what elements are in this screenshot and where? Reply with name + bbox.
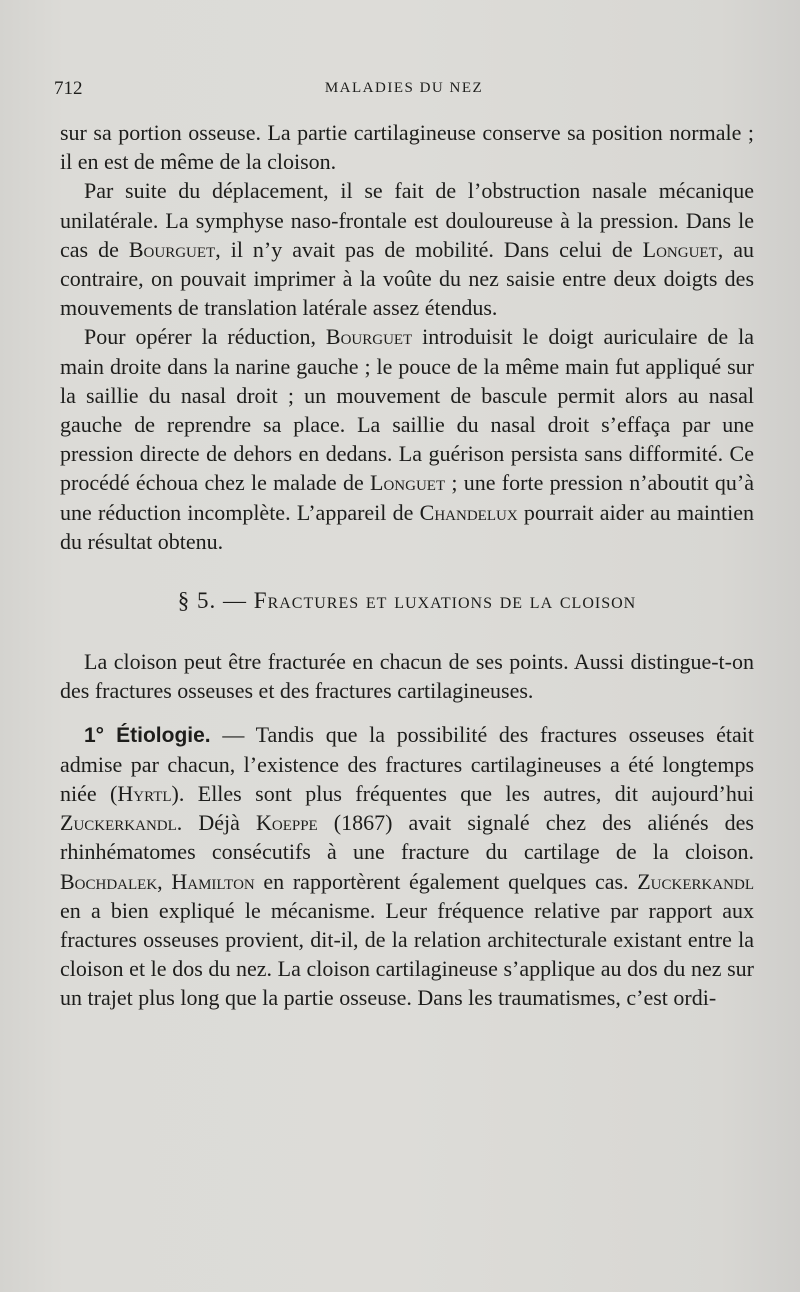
author-name: Bourguet (128, 236, 216, 262)
running-head: MALADIES DU NEZ (324, 80, 484, 96)
author-name: Koeppe (255, 810, 318, 836)
paragraph-2 (60, 176, 754, 322)
author-name: Hamilton (171, 868, 255, 894)
subheading-etiologie: 1° Étiologie. (84, 723, 211, 747)
paragraph-1 (60, 118, 754, 176)
paragraph-5-text-a: — Tandis que la possibilité des fractures osseuses était admise par chacun, l’existence des fractures cartilagineuses a été longtemps niée ( (60, 721, 754, 807)
paragraph-5-text-b: ). Elles sont plus fréquentes que les autres, dit aujourd’hui (171, 781, 754, 807)
paragraph-5 (60, 720, 754, 1013)
body-text (60, 118, 754, 1013)
page-number: 712 (54, 78, 83, 99)
paragraph-3-text-b: introduisit le doigt auriculaire de la main droite dans la narine gauche ; le pouce de la même main fut appliqué sur la saillie du nasal droit ; un mouvement de bascule permit alors au nasal gauche de reprendre sa place. La saillie du nasal droit s’effaça par une pression directe de dehors en dedans. La guérison persista sans difformité. Ce procédé échoua chez le malade de (60, 324, 754, 496)
author-name: Bourguet (325, 324, 413, 350)
author-name: Longuet (370, 470, 446, 496)
paragraph-5-text-e: , (157, 868, 172, 894)
section-title: § 5. — Fractures et luxations de la cloison (177, 588, 637, 614)
paragraph-3-text-a: Pour opérer la réduction, (84, 324, 326, 350)
paragraph-1-text: sur sa portion osseuse. La partie cartilagineuse conserve sa position normale ; il en est de même de la cloison. (60, 120, 754, 175)
author-name: Zuckerkandl (637, 868, 755, 894)
author-name: Chandelux (419, 499, 518, 525)
paragraph-5-text-g: en a bien expliqué le mécanisme. Leur fréquence relative par rapport aux fractures osseuses provient, dit-il, de la relation architecturale existant entre la cloison et le dos du nez. La cloison cartilagineuse s’applique au dos du nez sur un trajet plus long que la partie osseuse. Dans les traumatismes, c’est ordi- (60, 897, 754, 1011)
author-name: Longuet (642, 236, 718, 262)
paragraph-2-text-a: Par suite du déplacement, il se fait de l’obstruction nasale mécanique unilatérale. La symphyse naso-frontale est douloureuse à la pression. Dans le cas de (60, 178, 754, 262)
paragraph-4 (60, 647, 754, 705)
author-name: Bochdalek (60, 868, 158, 894)
paragraph-5-text-c: . Déjà (176, 810, 256, 836)
paragraph-3-text-c: ; une forte pression n’aboutit qu’à une réduction incomplète. L’appareil de (60, 470, 754, 525)
paragraph-5-text-d: (1867) avait signalé chez des aliénés des rhinhématomes consécutifs à une fracture du cartilage de la cloison. (60, 810, 754, 865)
author-name: Zuckerkandl (60, 810, 177, 836)
paragraph-2-text-c: , au contraire, on pouvait imprimer à la voûte du nez saisie entre deux doigts des mouvements de translation latérale assez étendus. (60, 236, 754, 321)
paragraph-4-text: La cloison peut être fracturée en chacun de ses points. Aussi distingue-t-on des fractures osseuses et des fractures cartilagineuses. (60, 649, 754, 704)
author-name: Hyrtl (117, 781, 172, 807)
paragraph-3-text-d: pourrait aider au maintien du résultat obtenu. (60, 499, 754, 554)
paragraph-5-text-f: en rapportèrent également quelques cas. (254, 868, 638, 894)
paragraph-3 (60, 322, 754, 556)
paragraph-2-text-b: , il n’y avait pas de mobilité. Dans celui de (215, 236, 643, 262)
page-header (54, 78, 754, 102)
